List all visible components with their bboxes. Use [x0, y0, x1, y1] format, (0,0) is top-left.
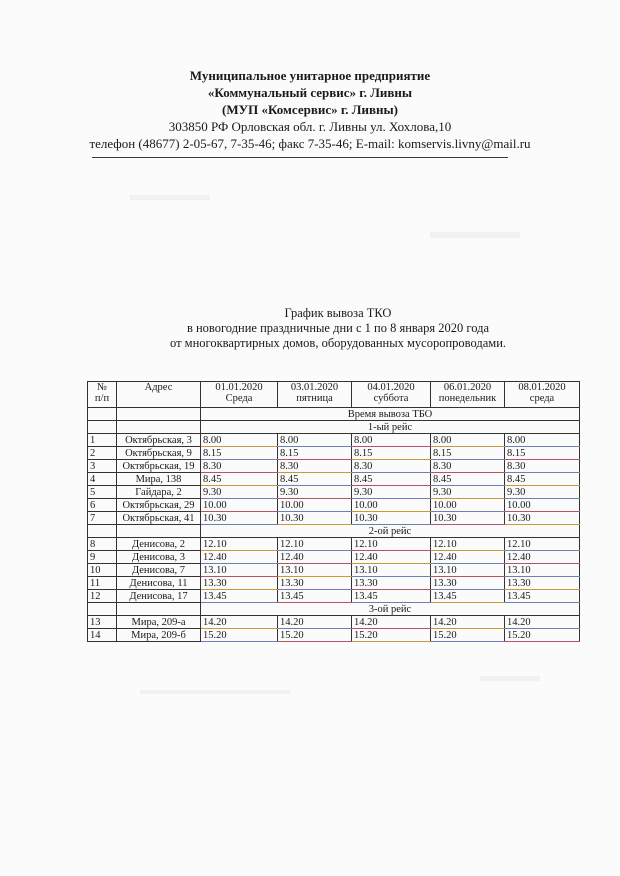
- row-time: 9.30: [431, 486, 505, 499]
- row-time: 13.30: [431, 577, 505, 590]
- col-address-header: Адрес: [117, 382, 201, 408]
- col-date-header: 03.01.2020 пятница: [278, 382, 352, 408]
- schedule-title: График вывоза ТКО: [284, 306, 392, 320]
- row-address: Денисова, 7: [117, 564, 201, 577]
- row-time: 13.10: [278, 564, 352, 577]
- row-time: 12.10: [431, 538, 505, 551]
- time-header-row: [88, 408, 580, 421]
- table-row: [88, 564, 580, 577]
- row-time: 8.45: [505, 473, 580, 486]
- scan-smudge: [480, 676, 540, 681]
- table-row: [88, 551, 580, 564]
- row-address: Октябрьская, 29: [117, 499, 201, 512]
- row-time: 8.30: [352, 460, 431, 473]
- row-number: 14: [88, 629, 117, 642]
- row-time: 8.00: [431, 434, 505, 447]
- row-address: Денисова, 17: [117, 590, 201, 603]
- row-time: 10.00: [278, 499, 352, 512]
- row-address: Мира, 209-б: [117, 629, 201, 642]
- row-time: 12.10: [352, 538, 431, 551]
- row-address: Денисова, 2: [117, 538, 201, 551]
- row-time: 10.00: [352, 499, 431, 512]
- row-time: 8.30: [278, 460, 352, 473]
- row-time: 14.20: [431, 616, 505, 629]
- schedule-subtitle-2: от многоквартирных домов, оборудованных мусоропроводами.: [169, 336, 507, 350]
- trip-label: 1-ый рейс: [201, 421, 580, 434]
- row-time: 15.20: [431, 629, 505, 642]
- row-address: Мира, 209-а: [117, 616, 201, 629]
- row-time: 12.10: [201, 538, 278, 551]
- row-time: 9.30: [352, 486, 431, 499]
- row-number: 4: [88, 473, 117, 486]
- row-time: 8.15: [505, 447, 580, 460]
- col-date-header: 06.01.2020 понедельник: [431, 382, 505, 408]
- scan-smudge: [140, 690, 290, 694]
- row-time: 12.40: [352, 551, 431, 564]
- row-time: 14.20: [201, 616, 278, 629]
- row-time: 13.10: [352, 564, 431, 577]
- col-number-header: № п/п: [88, 382, 117, 408]
- row-time: 10.30: [278, 512, 352, 525]
- row-time: 8.00: [352, 434, 431, 447]
- row-time: 12.40: [505, 551, 580, 564]
- row-number: 8: [88, 538, 117, 551]
- row-number: 1: [88, 434, 117, 447]
- row-time: 8.00: [505, 434, 580, 447]
- row-number: 3: [88, 460, 117, 473]
- row-time: 8.45: [352, 473, 431, 486]
- row-time: 8.15: [352, 447, 431, 460]
- row-time: 14.20: [278, 616, 352, 629]
- col-date-header: 04.01.2020 суббота: [352, 382, 431, 408]
- row-time: 12.40: [431, 551, 505, 564]
- table-row: [88, 577, 580, 590]
- row-time: 8.45: [278, 473, 352, 486]
- trip-label: 3-ой рейс: [201, 603, 580, 616]
- row-number: 7: [88, 512, 117, 525]
- row-time: 13.45: [201, 590, 278, 603]
- row-time: 10.00: [201, 499, 278, 512]
- trip-row: [88, 421, 580, 434]
- row-time: 13.45: [505, 590, 580, 603]
- row-time: 8.15: [431, 447, 505, 460]
- row-time: 8.30: [505, 460, 580, 473]
- col-date-header: 08.01.2020 среда: [505, 382, 580, 408]
- org-contacts: телефон (48677) 2-05-67, 7-35-46; факс 7-35-46; E-mail: komservis.livny@mail.ru: [89, 136, 531, 151]
- row-time: 15.20: [352, 629, 431, 642]
- row-time: 9.30: [201, 486, 278, 499]
- schedule-table: [87, 381, 580, 642]
- row-time: 10.30: [352, 512, 431, 525]
- row-time: 13.45: [278, 590, 352, 603]
- header-divider: [92, 157, 508, 158]
- row-time: 8.45: [201, 473, 278, 486]
- trip-row: [88, 603, 580, 616]
- row-number: 11: [88, 577, 117, 590]
- row-time: 13.10: [505, 564, 580, 577]
- row-address: Денисова, 3: [117, 551, 201, 564]
- row-time: 13.45: [431, 590, 505, 603]
- row-address: Октябрьская, 3: [117, 434, 201, 447]
- row-time: 15.20: [278, 629, 352, 642]
- row-time: 9.30: [278, 486, 352, 499]
- row-time: 10.00: [431, 499, 505, 512]
- row-time: 8.45: [431, 473, 505, 486]
- row-time: 13.30: [278, 577, 352, 590]
- col-date-header: 01.01.2020 Среда: [201, 382, 278, 408]
- trip-row: [88, 525, 580, 538]
- table-row: [88, 447, 580, 460]
- row-address: Октябрьская, 41: [117, 512, 201, 525]
- row-time: 12.10: [505, 538, 580, 551]
- row-time: 8.30: [431, 460, 505, 473]
- row-time: 13.10: [201, 564, 278, 577]
- row-number: 6: [88, 499, 117, 512]
- table-row: [88, 538, 580, 551]
- row-address: Октябрьская, 19: [117, 460, 201, 473]
- row-address: Гайдара, 2: [117, 486, 201, 499]
- row-address: Денисова, 11: [117, 577, 201, 590]
- trip-label: 2-ой рейс: [201, 525, 580, 538]
- row-time: 8.30: [201, 460, 278, 473]
- table-row: [88, 590, 580, 603]
- row-address: Октябрьская, 9: [117, 447, 201, 460]
- scan-smudge: [430, 232, 520, 238]
- row-time: 10.30: [431, 512, 505, 525]
- row-address: Мира, 138: [117, 473, 201, 486]
- row-number: 10: [88, 564, 117, 577]
- table-row: [88, 512, 580, 525]
- org-address: 303850 РФ Орловская обл. г. Ливны ул. Хохлова,10: [168, 119, 452, 134]
- row-time: 13.30: [505, 577, 580, 590]
- row-time: 9.30: [505, 486, 580, 499]
- table-row: [88, 616, 580, 629]
- org-name-line1: Муниципальное унитарное предприятие: [189, 68, 431, 83]
- row-time: 14.20: [352, 616, 431, 629]
- row-time: 10.00: [505, 499, 580, 512]
- row-time: 13.10: [431, 564, 505, 577]
- table-row: [88, 499, 580, 512]
- table-row: [88, 486, 580, 499]
- scan-smudge: [130, 195, 210, 200]
- table-row: [88, 460, 580, 473]
- row-time: 12.10: [278, 538, 352, 551]
- schedule-subtitle: в новогодние праздничные дни с 1 по 8 января 2020 года: [186, 321, 490, 335]
- row-time: 13.30: [201, 577, 278, 590]
- table-row: [88, 434, 580, 447]
- row-number: 5: [88, 486, 117, 499]
- row-number: 12: [88, 590, 117, 603]
- row-time: 8.00: [201, 434, 278, 447]
- row-time: 13.30: [352, 577, 431, 590]
- table-row: [88, 629, 580, 642]
- row-time: 14.20: [505, 616, 580, 629]
- row-time: 13.45: [352, 590, 431, 603]
- row-number: 13: [88, 616, 117, 629]
- table-header-row: [88, 382, 580, 408]
- row-number: 2: [88, 447, 117, 460]
- row-number: 9: [88, 551, 117, 564]
- row-time: 8.15: [201, 447, 278, 460]
- row-time: 10.30: [201, 512, 278, 525]
- row-time: 15.20: [201, 629, 278, 642]
- row-time: 10.30: [505, 512, 580, 525]
- row-time: 12.40: [201, 551, 278, 564]
- org-name-line2: «Коммунальный сервис» г. Ливны: [207, 85, 413, 100]
- row-time: 8.00: [278, 434, 352, 447]
- time-header: Время вывоза ТБО: [201, 408, 580, 421]
- table-row: [88, 473, 580, 486]
- row-time: 12.40: [278, 551, 352, 564]
- org-short-name: (МУП «Комсервис» г. Ливны): [222, 102, 398, 117]
- row-time: 8.15: [278, 447, 352, 460]
- row-time: 15.20: [505, 629, 580, 642]
